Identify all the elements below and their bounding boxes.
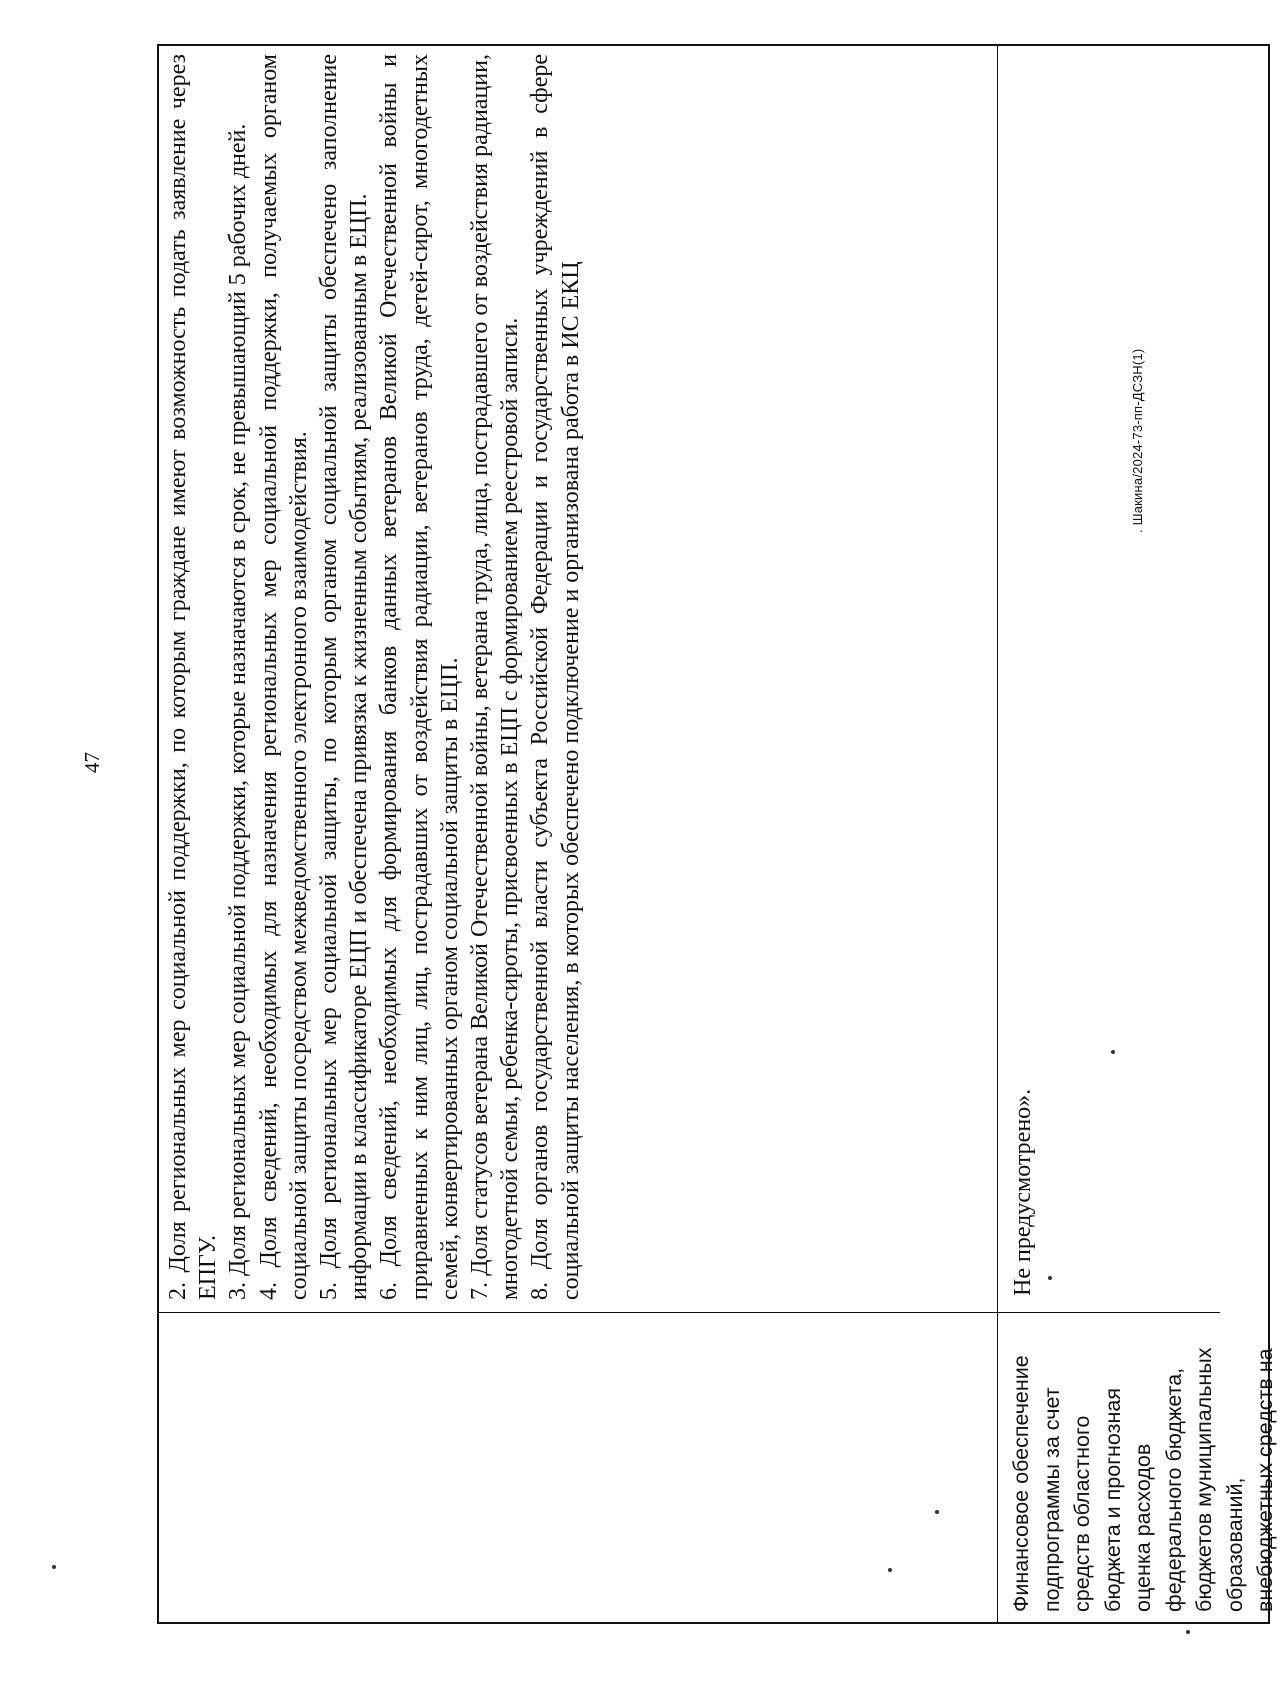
financing-value-cell — [998, 44, 1220, 1312]
financing-value: Не предусмотрено». — [1010, 1088, 1036, 1296]
indicator-item: 8. Доля органов государственной власти субъекта Российской Федерации и государственных учреждений в сфере социальной защиты населения, в которых обеспечено подключение и организована работа в ИС ЕКЦ — [527, 54, 584, 1300]
table-row — [997, 46, 1277, 1622]
scan-speck — [935, 1510, 939, 1514]
row-label-cell — [159, 1312, 997, 1622]
target-indicators-cell — [159, 44, 997, 1312]
financing-label: Финансовое обеспечение подпрограммы за счет средств областного бюджета и прогнозная оценка расходов федерального бюджета, бюджетов муниципальных образований, внебюджетных средств на — [1009, 1347, 1277, 1612]
table-row — [159, 46, 997, 1622]
indicator-item: 6. Доля сведений, необходимых для формирования банков данных ветеранов Великой Отечественной войны и приравненных к ним лиц, лиц, пострадавших от воздействия радиации, ветеранов труда, детей-сирот, многодетных семей, конвертированных органом социальной защиты в ЕЦП. — [376, 54, 463, 1300]
indicator-item: 3. Доля региональных мер социальной поддержки, которые назначаются в срок, не превышающий 5 рабочих дней. — [225, 123, 252, 1300]
financing-label-cell — [998, 1312, 1277, 1622]
scan-speck — [1186, 1630, 1190, 1634]
indicator-item: 2. Доля региональных мер социальной поддержки, по которым граждане имеют возможность подать заявление через ЕПГУ. — [165, 54, 222, 1300]
scan-speck — [888, 1568, 892, 1572]
scan-speck — [52, 1565, 56, 1569]
program-passport-table — [157, 44, 1277, 1624]
indicator-item: 4. Доля сведений, необходимых для назначения региональных мер социальной поддержки, получаемых органом социальной защиты посредством межведомственного электронного взаимодействия. — [255, 54, 312, 1300]
document-code: . Шакина/2024-73-пп-ДСЗН(1) — [1130, 348, 1145, 533]
page-number: 47 — [80, 752, 104, 773]
scan-speck — [1111, 1050, 1115, 1054]
indicator-item: 7. Доля статусов ветерана Великой Отечественной войны, ветерана труда, лица, пострадавшего от воздействия радиации, многодетной семьи, ребенка-сироты, присвоенных в ЕЦП с формированием реестровой записи. — [467, 54, 524, 1300]
rotated-landscape-content — [40, 33, 1277, 1673]
indicator-list — [163, 54, 586, 1300]
indicator-item: 5. Доля региональных мер социальной защиты, по которым органом социальной защиты обеспечено заполнение информации в классификаторе ЕЦП и обеспечена привязка к жизненным событиям, реализованным в ЕЦП. — [316, 54, 373, 1300]
scan-speck — [1048, 1276, 1052, 1280]
